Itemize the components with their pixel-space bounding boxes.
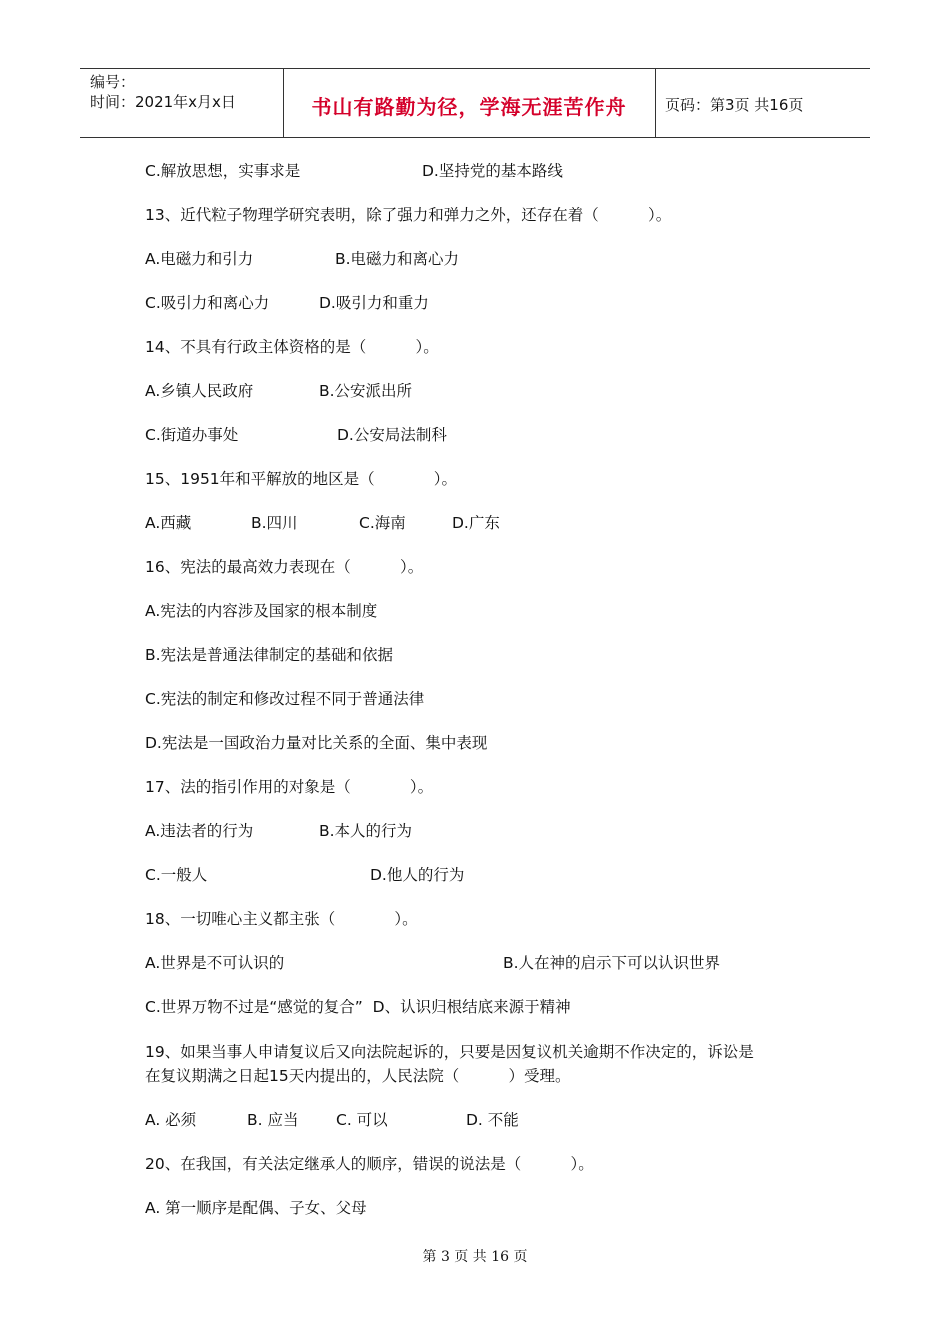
- option-c: C.海南: [359, 514, 406, 532]
- q16-option-b: B.宪法是普通法律制定的基础和依据: [145, 646, 394, 664]
- header-motto-cell: [283, 69, 656, 137]
- option-a: A.乡镇人民政府: [145, 382, 254, 400]
- option-b: B. 应当: [247, 1111, 299, 1129]
- option-a: A.世界是不可认识的: [145, 954, 285, 972]
- question-13: 13、近代粒子物理学研究表明，除了强力和弹力之外，还存在着（ ）。: [145, 206, 672, 224]
- question-14: 14、不具有行政主体资格的是（ ）。: [145, 338, 439, 356]
- option-a: A.电磁力和引力: [145, 250, 254, 268]
- option-b: B.本人的行为: [319, 822, 413, 840]
- header-info-cell: [80, 69, 284, 137]
- question-15: 15、1951年和平解放的地区是（ ）。: [145, 470, 458, 488]
- option-d: D.吸引力和重力: [319, 294, 429, 312]
- option-c: C.吸引力和离心力: [145, 294, 270, 312]
- header-page-number: 页码：第3页 共16页: [665, 96, 804, 114]
- option-d: D.公安局法制科: [337, 426, 447, 444]
- option-a: A.西藏: [145, 514, 192, 532]
- option-c: C.解放思想，实事求是: [145, 162, 301, 180]
- question-17: 17、法的指引作用的对象是（ ）。: [145, 778, 434, 796]
- option-c: C.街道办事处: [145, 426, 239, 444]
- question-18: 18、一切唯心主义都主张（ ）。: [145, 910, 418, 928]
- option-b: B.四川: [251, 514, 298, 532]
- q16-option-a: A.宪法的内容涉及国家的根本制度: [145, 602, 378, 620]
- question-19-line-2: 在复议期满之日起15天内提出的，人民法院（ ）受理。: [145, 1067, 571, 1085]
- q18-options-cd: C.世界万物不过是“感觉的复合” D、认识归根结底来源于精神: [145, 998, 571, 1016]
- question-20: 20、在我国，有关法定继承人的顺序，错误的说法是（ ）。: [145, 1155, 594, 1173]
- option-b: B.人在神的启示下可以认识世界: [503, 954, 721, 972]
- document-number: 编号：: [90, 73, 136, 91]
- document-date: 时间：2021年x月x日: [90, 93, 236, 111]
- header-motto: 书山有路勤为径，学海无涯苦作舟: [311, 95, 627, 119]
- q16-option-c: C.宪法的制定和修改过程不同于普通法律: [145, 690, 425, 708]
- question-19-line-1: 19、如果当事人申请复议后又向法院起诉的，只要是因复议机关逾期不作决定的，诉讼是: [145, 1043, 754, 1061]
- option-b: B.电磁力和离心力: [335, 250, 460, 268]
- option-d: D. 不能: [466, 1111, 519, 1129]
- q20-option-a: A. 第一顺序是配偶、子女、父母: [145, 1199, 367, 1217]
- page-footer: 第 3 页 共 16 页: [422, 1249, 528, 1265]
- q16-option-d: D.宪法是一国政治力量对比关系的全面、集中表现: [145, 734, 488, 752]
- option-d: D.广东: [452, 514, 500, 532]
- question-16: 16、宪法的最高效力表现在（ ）。: [145, 558, 424, 576]
- option-a: A. 必须: [145, 1111, 197, 1129]
- option-a: A.违法者的行为: [145, 822, 254, 840]
- option-c: C. 可以: [336, 1111, 388, 1129]
- page-header: [80, 68, 870, 138]
- header-page-cell: [655, 69, 870, 137]
- option-b: B.公安派出所: [319, 382, 413, 400]
- option-d: D.坚持党的基本路线: [422, 162, 563, 180]
- option-c: C.一般人: [145, 866, 208, 884]
- option-d: D.他人的行为: [370, 866, 465, 884]
